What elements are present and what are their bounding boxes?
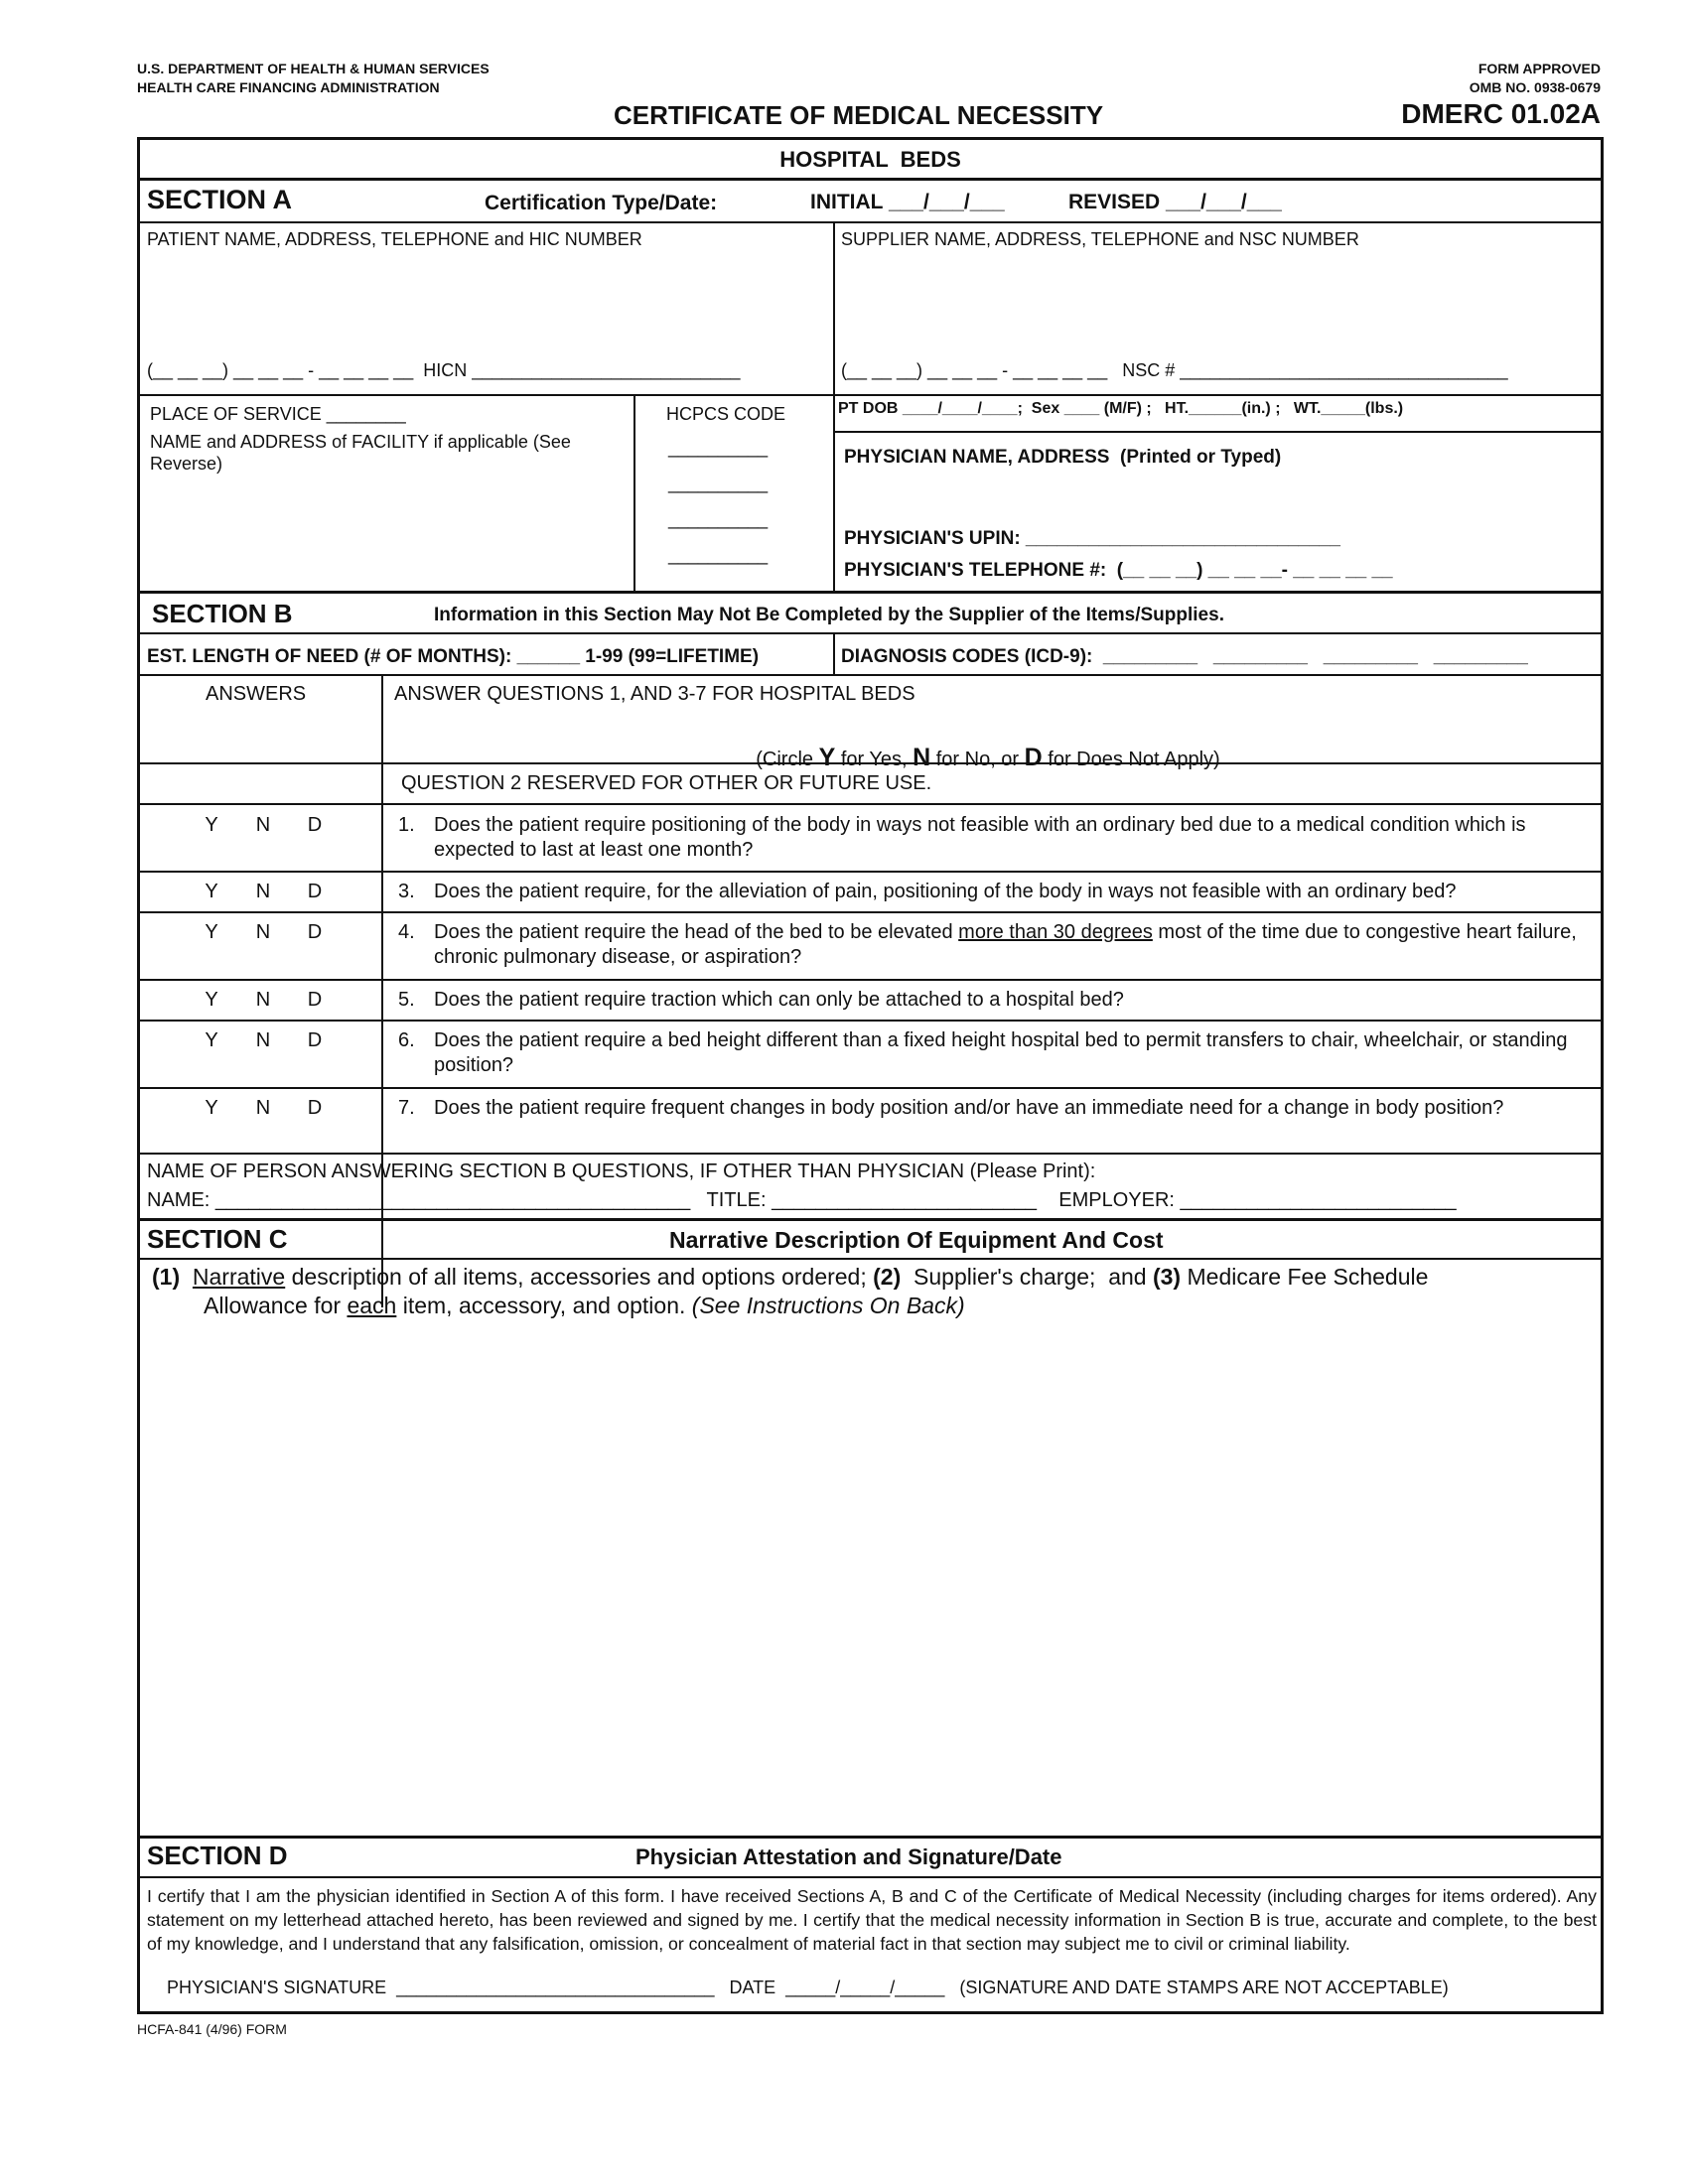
narrative-description-area[interactable] [144, 1326, 1599, 1803]
form-body [137, 137, 1604, 2014]
question-4: 4. Does the patient require the head of the bed to be elevated more than 30 degrees most of the time due to congestive heart failure, chronic pulmonary disease, or aspiration? [398, 921, 1577, 968]
answer-choices[interactable]: Y N D [205, 989, 323, 1011]
person-answering-label: NAME OF PERSON ANSWERING SECTION B QUESTIONS, IF OTHER THAN PHYSICIAN (Please Print): [147, 1160, 1096, 1182]
supplier-phone-nsc-field[interactable]: (__ __ __) __ __ __ - __ __ __ __ NSC # _________________________________ [841, 360, 1508, 380]
agency-subname: HEALTH CARE FINANCING ADMINISTRATION [137, 79, 440, 95]
facility-label: NAME and ADDRESS of FACILITY if applicable (See [150, 432, 571, 452]
page-title: CERTIFICATE OF MEDICAL NECESSITY [614, 100, 1104, 130]
answer-choices[interactable]: Y N D [205, 881, 323, 902]
agency-name: U.S. DEPARTMENT OF HEALTH & HUMAN SERVICES [137, 61, 490, 76]
physician-name-label: PHYSICIAN NAME, ADDRESS (Printed or Typed) [844, 447, 1282, 468]
question-6: 6. Does the patient require a bed height different than a fixed height hospital bed to permit transfers to chair, wheelchair, or standing position? [398, 1029, 1568, 1076]
patient-info-label: PATIENT NAME, ADDRESS, TELEPHONE and HIC NUMBER [147, 229, 642, 249]
section-d-title: Physician Attestation and Signature/Date [635, 1844, 1062, 1869]
circle-instructions: (Circle Y for Yes, N for No, or D for Does Not Apply) [756, 744, 1220, 771]
hcpcs-field[interactable]: __________ [668, 545, 769, 565]
answer-choices[interactable]: Y N D [205, 921, 323, 943]
est-length-of-need-field[interactable]: EST. LENGTH OF NEED (# OF MONTHS): ______ 1-99 (99=LIFETIME) [147, 646, 760, 667]
question-5: 5. Does the patient require traction which can only be attached to a hospital bed? [398, 989, 1124, 1011]
section-c-title: Narrative Description Of Equipment And Cost [669, 1227, 1164, 1253]
hcpcs-field[interactable]: __________ [668, 474, 769, 493]
form-id: DMERC 01.02A [1401, 98, 1601, 129]
section-a-label: SECTION A [147, 185, 293, 214]
narrative-instructions: (1) Narrative description of all items, accessories and options ordered; (2) Supplier's charge; and (3) Medicare Fee Schedule [152, 1264, 1429, 1290]
form-approved: FORM APPROVED [1477, 61, 1601, 76]
question-1: 1. Does the patient require positioning of the body in ways not feasible with an ordinary bed due to a medical condition which is expected to last at least one month? [398, 814, 1526, 861]
narrative-instructions-cont: Allowance for each item, accessory, and option. (See Instructions On Back) [204, 1293, 965, 1318]
physician-certification-text: I certify that I am the physician identified in Section A of this form. I have received Sections A, B and C of the Certificate of Medical Necessity (including charges for items ordered). Any statement on my letterhead attached hereto, has been reviewed and signed by me. I certify that the medical necessity information in Section B is true, accurate and complete, to the best of my knowledge, and I understand that any falsification, omission, or concealment of material fact in that section may subject me to civil or criminal liability. [147, 1886, 1597, 1954]
answer-choices[interactable]: Y N D [205, 1029, 323, 1051]
answer-choices[interactable]: Y N D [205, 1097, 323, 1119]
hcpcs-label: HCPCS CODE [666, 404, 786, 424]
section-c-label: SECTION C [147, 1224, 288, 1254]
cert-type-label: Certification Type/Date: [485, 192, 718, 214]
facility-label-cont: Reverse) [150, 454, 223, 474]
patient-dob-sex-ht-wt-field[interactable]: PT DOB ____/____/____; Sex ____ (M/F) ; HT.______(in.) ; WT._____(lbs.) [838, 400, 1404, 417]
place-of-service-field[interactable]: PLACE OF SERVICE ________ [150, 404, 406, 424]
answers-header: ANSWERS [206, 683, 307, 705]
section-b-note: Information in this Section May Not Be Completed by the Supplier of the Items/Supplies. [434, 605, 1224, 625]
answer-questions-header: ANSWER QUESTIONS 1, AND 3-7 FOR HOSPITAL BEDS [394, 683, 915, 705]
hcpcs-field[interactable]: __________ [668, 509, 769, 529]
form-number-footer: HCFA-841 (4/96) FORM [137, 2021, 287, 2037]
section-b-label: SECTION B [152, 599, 293, 628]
patient-phone-hicn-field[interactable]: (__ __ __) __ __ __ - __ __ __ __ HICN ___________________________ [147, 360, 741, 380]
diagnosis-codes-field[interactable]: DIAGNOSIS CODES (ICD-9): _________ _________ _________ _________ [841, 646, 1528, 667]
omb-number: OMB NO. 0938-0679 [1469, 79, 1601, 95]
revised-date-field[interactable]: REVISED ___/___/___ [1068, 191, 1282, 213]
form-banner: HOSPITAL BEDS [779, 147, 961, 172]
physician-signature-date-field[interactable]: PHYSICIAN'S SIGNATURE ________________________________ DATE _____/_____/_____ (SIGNATURE AND DATE STAMPS ARE NOT ACCEPTABLE) [167, 1978, 1449, 1997]
physician-telephone-field[interactable]: PHYSICIAN'S TELEPHONE #: (__ __ __) __ __ __- __ __ __ __ [844, 560, 1393, 581]
hcpcs-field[interactable]: __________ [668, 438, 769, 458]
answer-choices[interactable]: Y N D [205, 814, 323, 836]
physician-upin-field[interactable]: PHYSICIAN'S UPIN: ______________________________ [844, 528, 1340, 549]
question-7: 7. Does the patient require frequent changes in body position and/or have an immediate need for a change in body position? [398, 1097, 1504, 1119]
section-d-label: SECTION D [147, 1841, 288, 1870]
name-title-employer-field[interactable]: NAME: ___________________________________________ TITLE: ________________________ EMPLOYER: _________________________ [147, 1189, 1457, 1211]
question-3: 3. Does the patient require, for the alleviation of pain, positioning of the body in ways not feasible with an ordinary bed? [398, 881, 1457, 902]
initial-date-field[interactable]: INITIAL ___/___/___ [810, 191, 1005, 213]
question-2-reserved: QUESTION 2 RESERVED FOR OTHER OR FUTURE USE. [401, 772, 932, 794]
supplier-info-label: SUPPLIER NAME, ADDRESS, TELEPHONE and NSC NUMBER [841, 229, 1359, 249]
